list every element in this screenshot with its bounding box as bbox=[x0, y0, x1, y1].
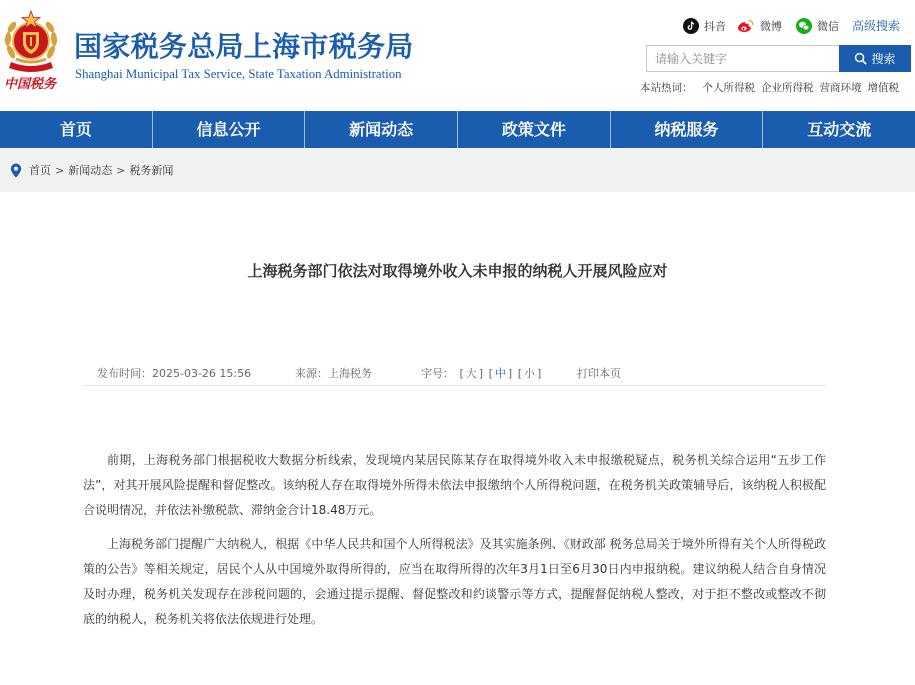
search-icon bbox=[854, 52, 867, 65]
bracket-open: [ bbox=[459, 367, 464, 380]
source-label: 来源： bbox=[295, 367, 328, 380]
search-button[interactable] bbox=[839, 45, 911, 72]
wechat-icon bbox=[796, 18, 812, 34]
publish-time: 2025-03-26 15:56 bbox=[152, 367, 252, 380]
article-title: 上海税务部门依法对取得境外收入未申报的纳税人开展风险应对 bbox=[247, 262, 668, 280]
advanced-search-link[interactable]: 高级搜索 bbox=[852, 19, 901, 33]
hot-words bbox=[640, 81, 899, 95]
tax-emblem-logo bbox=[2, 6, 60, 76]
source-value: 上海税务 bbox=[328, 367, 372, 380]
hot-word-item[interactable]: 个人所得税 bbox=[702, 82, 755, 94]
breadcrumb bbox=[0, 148, 915, 192]
font-size-large-label: 大 bbox=[465, 367, 477, 380]
breadcrumb-separator: > bbox=[116, 163, 126, 177]
article-paragraph: 前期，上海税务部门根据税收大数据分析线索，发现境内某居民陈某存在取得境外收入未申报缴税疑点，税务机关综合运用“五步工作法”，对其开展风险提醒和督促整改。该纳税人存在取得境外所得未依法申报缴纳个人所得税问题，在税务机关政策辅导后，该纳税人积极配合说明情况，并依法补缴税款、滞纳金合计18.48万元。 bbox=[83, 453, 826, 517]
font-size-medium[interactable] bbox=[489, 367, 513, 380]
font-size-small-label: 小 bbox=[523, 367, 535, 380]
site-title: 国家税务总局上海市税务局 bbox=[74, 30, 414, 63]
meta-divider bbox=[83, 385, 826, 386]
nav-tax-service[interactable]: 纳税服务 bbox=[610, 111, 763, 148]
source-info bbox=[295, 366, 372, 381]
hot-word-item[interactable]: 企业所得税 bbox=[761, 82, 814, 94]
location-pin-icon bbox=[10, 163, 22, 178]
nav-info-disclosure[interactable]: 信息公开 bbox=[152, 111, 305, 148]
social-douyin-link[interactable] bbox=[683, 17, 726, 35]
hot-word-item[interactable]: 增值税 bbox=[867, 82, 899, 94]
social-weibo-label: 微博 bbox=[760, 20, 782, 33]
breadcrumb-news[interactable]: 新闻动态 bbox=[68, 164, 113, 177]
hot-word-item[interactable]: 营商环境 bbox=[819, 82, 862, 94]
weibo-icon bbox=[737, 18, 755, 34]
font-size-medium-label: 中 bbox=[494, 367, 506, 380]
publish-label: 发布时间： bbox=[97, 367, 152, 380]
bracket-close: ] bbox=[507, 367, 513, 380]
nav-interaction[interactable]: 互动交流 bbox=[762, 111, 915, 148]
social-wechat-label: 微信 bbox=[817, 20, 839, 33]
font-size-control bbox=[421, 366, 541, 381]
bracket-open: [ bbox=[517, 367, 522, 380]
breadcrumb-separator: > bbox=[55, 163, 65, 177]
article-meta bbox=[0, 366, 915, 381]
font-size-label: 字号： bbox=[421, 367, 454, 380]
hot-words-label: 本站热词： bbox=[640, 82, 693, 94]
breadcrumb-home[interactable]: 首页 bbox=[29, 164, 51, 177]
font-size-small[interactable] bbox=[518, 367, 542, 380]
article-paragraph: 上海税务部门提醒广大纳税人，根据《中华人民共和国个人所得税法》及其实施条例、《财政部 税务总局关于境外所得有关个人所得税政策的公告》等相关规定，居民个人从中国境外取得所得的，应当在取得所得的次年3月1日至6月30日内申报纳税。建议纳税人结合自身情况及时办理，税务机关发现存在涉税问题的，会通过提示提醒、督促整改和约谈警示等方式，提醒督促纳税人整改，对于拒不整改或整改不彻底的纳税人，税务机关将依法依规进行处理。 bbox=[83, 537, 826, 626]
social-weibo-link[interactable] bbox=[737, 17, 782, 35]
print-page-link[interactable]: 打印本页 bbox=[577, 367, 621, 380]
douyin-icon bbox=[683, 18, 699, 34]
site-brand-link[interactable] bbox=[0, 0, 430, 108]
bracket-close: ] bbox=[536, 367, 542, 380]
font-size-large[interactable] bbox=[460, 367, 484, 380]
nav-policy-documents[interactable]: 政策文件 bbox=[457, 111, 610, 148]
search-button-label: 搜索 bbox=[871, 52, 896, 66]
social-wechat-link[interactable] bbox=[796, 17, 839, 35]
search-input[interactable] bbox=[646, 45, 839, 72]
logo-text: 中国税务 bbox=[3, 77, 56, 92]
main-nav bbox=[0, 111, 915, 148]
site-subtitle: Shanghai Municipal Tax Service, State Taxation Administration bbox=[75, 67, 402, 81]
nav-news[interactable]: 新闻动态 bbox=[304, 111, 457, 148]
bracket-open: [ bbox=[488, 367, 493, 380]
breadcrumb-tax-news[interactable]: 税务新闻 bbox=[129, 164, 174, 177]
nav-home[interactable]: 首页 bbox=[59, 120, 92, 139]
publish-info bbox=[97, 366, 251, 381]
social-douyin-label: 抖音 bbox=[704, 20, 726, 33]
bracket-close: ] bbox=[478, 367, 484, 380]
article-body bbox=[83, 448, 826, 641]
